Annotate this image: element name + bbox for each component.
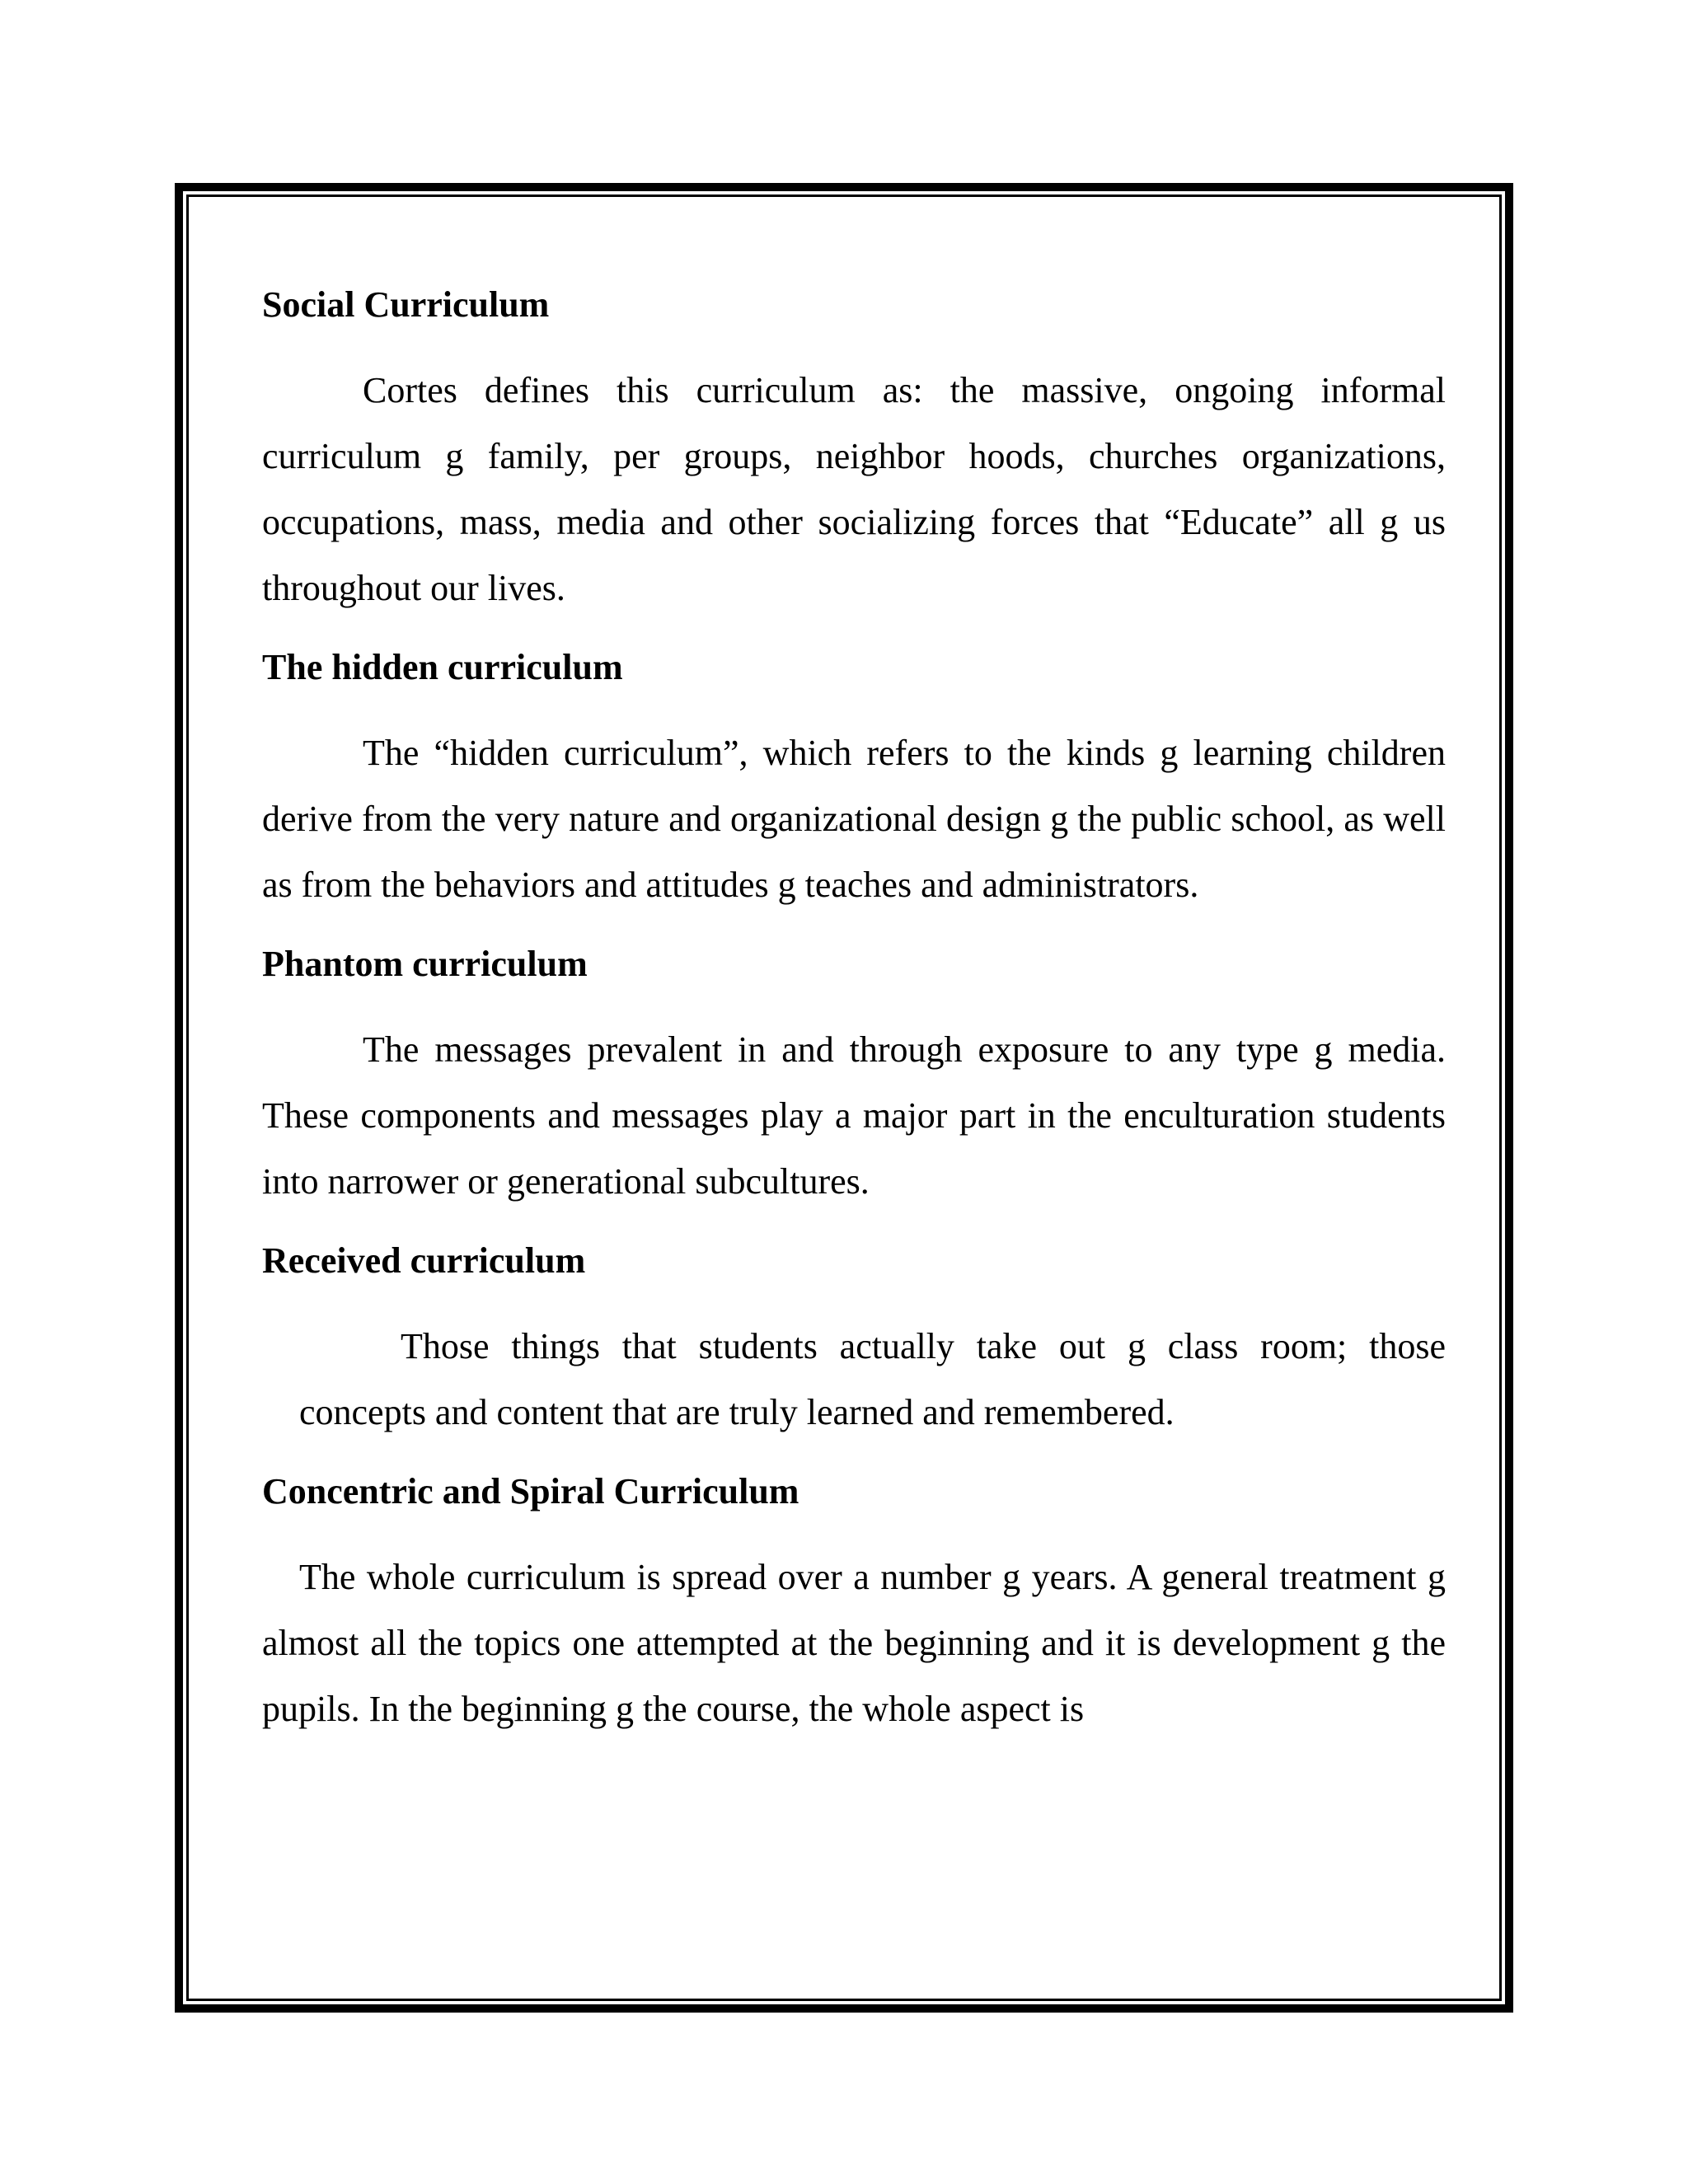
section-body-received-curriculum: Those things that students actually take out g class room; those concepts and content that are truly learned and remembered.	[299, 1326, 1446, 1432]
section-body-social-curriculum: Cortes defines this curriculum as: the massive, ongoing informal curriculum g family, per groups, neighbor hoods, churches organizations, occupations, mass, media and other socializing forces that “Educate” all g us throughout our lives.	[262, 370, 1446, 608]
section-body-concentric-spiral-curriculum: The whole curriculum is spread over a number g years. A general treatment g almost all the topics one attempted at the beginning and it is development g the pupils. In the beginning g the course, the whole aspect is	[262, 1557, 1446, 1729]
section-body-hidden-curriculum: The “hidden curriculum”, which refers to the kinds g learning children derive from the very nature and organizational design g the public school, as well as from the behaviors and attitudes g teaches and administrators.	[262, 733, 1446, 905]
section-heading-concentric-spiral-curriculum: Concentric and Spiral Curriculum	[262, 1471, 799, 1511]
section-heading-phantom-curriculum: Phantom curriculum	[262, 944, 588, 984]
page-content	[262, 280, 1446, 1742]
section-heading-social-curriculum: Social Curriculum	[262, 284, 550, 325]
section-heading-hidden-curriculum: The hidden curriculum	[262, 647, 623, 687]
section-body-phantom-curriculum: The messages prevalent in and through exposure to any type g media. These components and messages play a major part in the enculturation students into narrower or generational subcultures.	[262, 1029, 1446, 1202]
section-heading-received-curriculum: Received curriculum	[262, 1240, 586, 1281]
